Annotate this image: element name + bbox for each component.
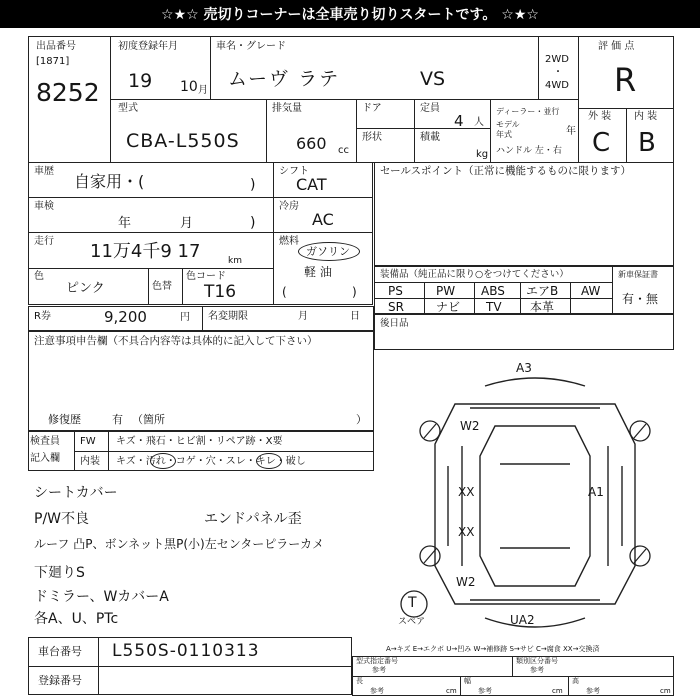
- after-label: 後日品: [380, 318, 409, 329]
- fuel-value-2: 軽 油: [304, 265, 332, 279]
- drive-dot: ・: [553, 67, 563, 78]
- shape-label: 形状: [362, 132, 382, 143]
- diagram-a1: A1: [588, 485, 604, 499]
- fuel-value: ガソリン: [306, 245, 350, 258]
- equip-navi: ナビ: [436, 300, 461, 314]
- fuel-paren-close: ): [352, 285, 357, 299]
- first-reg-month: 10: [180, 79, 198, 95]
- mileage-label: 走行: [34, 236, 54, 247]
- interior-label: 内装: [80, 456, 100, 467]
- equip-tv: TV: [486, 300, 502, 314]
- damage-legend: A→キズ E→エクボ U→凹み W→補修跡 S→サビ C→腐食 XX→交換済: [386, 645, 600, 653]
- height-ref: 参考: [586, 687, 600, 695]
- spare-mark: T: [408, 595, 417, 611]
- history-close: ): [250, 177, 256, 193]
- length-label: 長: [356, 677, 363, 685]
- history-label: 車歴: [34, 166, 54, 177]
- history-value: 自家用・(: [74, 172, 145, 191]
- load-label: 積載: [420, 132, 440, 143]
- width-ref: 参考: [478, 687, 492, 695]
- kg-unit: kg: [476, 149, 489, 160]
- equip-pw: PW: [436, 284, 456, 298]
- int-label: 内 装: [634, 111, 658, 122]
- repair-value: 有: [112, 413, 123, 426]
- inspection-year: 年: [118, 216, 132, 231]
- mileage: 11万4千9 17: [90, 241, 201, 262]
- equip-airbag: エアB: [526, 284, 559, 298]
- color-change-label: 色替: [152, 281, 172, 292]
- banner: ☆★☆ 売切りコーナーは全車売り切りスタートです。 ☆★☆: [0, 0, 700, 28]
- ac-label: 冷房: [279, 201, 299, 212]
- equip-sr: SR: [388, 300, 404, 314]
- km-unit: km: [228, 256, 242, 266]
- stain-circle: [150, 453, 176, 469]
- equip-label: 装備品（純正品に限り○をつけてください）: [380, 269, 569, 280]
- width-label: 幅: [464, 677, 471, 685]
- height-label: 高: [572, 677, 579, 685]
- height-cm: cm: [660, 687, 671, 695]
- shift-value: CAT: [296, 175, 327, 194]
- car-diagram: [400, 356, 670, 636]
- name-change-month: 月: [298, 311, 308, 322]
- chassis-label: 車台番号: [38, 645, 82, 658]
- capacity-label: 定員: [420, 103, 440, 114]
- model-designation-label: 型式指定番号: [356, 657, 398, 665]
- equip-abs: ABS: [481, 284, 505, 298]
- repair-place: （箇所: [132, 413, 165, 426]
- diagram-a3: A3: [516, 361, 532, 375]
- equip-leather: 本革: [530, 300, 555, 314]
- fuel-label: 燃料: [279, 236, 299, 247]
- category-label: 類別区分番号: [516, 657, 558, 665]
- inspection-month: 月: [180, 216, 194, 231]
- handle-label: ハンドル 左・右: [496, 146, 562, 156]
- month-unit: 月: [198, 85, 208, 96]
- model-designation-ref: 参考: [372, 666, 386, 674]
- chassis-number: L550S-0110313: [112, 641, 260, 661]
- displacement: 660: [296, 134, 327, 153]
- recycle-label: R券: [34, 311, 51, 322]
- note-line-6: ドミラー、WカバーA: [34, 589, 169, 605]
- lot-label: 出品番号: [36, 41, 76, 52]
- model: CBA-L550S: [126, 130, 240, 152]
- model-label: 型式: [118, 103, 138, 114]
- color-code-label: 色コード: [186, 271, 226, 282]
- diagram-w2-top: W2: [460, 419, 480, 433]
- note-line-4: ルーフ 凸P、ボンネット黒P(小)左センターピラーカメ: [34, 537, 324, 551]
- repair-close: ）: [356, 413, 367, 426]
- repair-label: 修復歴: [48, 413, 81, 426]
- scuff-circle: [256, 453, 282, 469]
- note-line-1: シートカバー: [34, 485, 118, 501]
- ext-score: C: [592, 128, 611, 158]
- ac-value: AC: [312, 210, 334, 229]
- person-unit: 人: [474, 117, 484, 128]
- sales-point-box: [374, 162, 674, 266]
- ext-label: 外 装: [588, 111, 612, 122]
- note-line-2: P/W不良: [34, 511, 90, 527]
- displacement-label: 排気量: [272, 103, 302, 114]
- equip-aw: AW: [581, 284, 601, 298]
- fuel-paren-open: (: [282, 285, 287, 299]
- cc-unit: cc: [338, 145, 349, 156]
- lot-sub: [1871]: [36, 56, 70, 67]
- entry-label: 記入欄: [30, 453, 60, 464]
- equip-ps: PS: [388, 284, 403, 298]
- inspector-label: 検査員: [30, 436, 60, 447]
- name-grade-label: 車名・グレード: [216, 41, 286, 52]
- int-score: B: [638, 128, 656, 158]
- first-reg-year: 19: [128, 70, 153, 92]
- recycle-box: [28, 306, 374, 331]
- fw-items: キズ・飛石・ヒビ割・リペア跡・X要: [116, 436, 283, 447]
- notes-label: 注意事項申告欄（不具合内容等は具体的に記入して下さい）: [34, 335, 318, 347]
- yen-unit: 円: [180, 312, 190, 323]
- drive-2wd: 2WD: [545, 54, 569, 65]
- width-cm: cm: [552, 687, 563, 695]
- inspection-label: 車検: [34, 201, 54, 212]
- door-label: ドア: [362, 103, 382, 114]
- note-line-7: 各A、U、PTc: [34, 611, 119, 627]
- sales-point-label: セールスポイント（正常に機能するものに限ります）: [380, 165, 632, 177]
- reg-no-label: 登録番号: [38, 674, 82, 687]
- fw-label: FW: [80, 436, 96, 447]
- score-label: 評 価 点: [598, 41, 635, 52]
- note-line-5: 下廻りS: [34, 565, 85, 581]
- color-code: T16: [204, 282, 237, 302]
- score: R: [614, 61, 637, 99]
- capacity: 4: [454, 112, 464, 130]
- dealer-label: ディーラー・並行: [496, 107, 560, 116]
- shift-label: シフト: [279, 166, 309, 177]
- length-cm: cm: [446, 687, 457, 695]
- model-year-label2: 年式: [496, 130, 512, 139]
- lot-number: 8252: [36, 78, 100, 107]
- diagram-w2-bottom: W2: [456, 575, 476, 589]
- color-label: 色: [34, 271, 44, 282]
- name-change-label: 名変期限: [208, 311, 248, 322]
- after-items-box: [374, 314, 674, 350]
- name-change-day: 日: [350, 311, 360, 322]
- warranty-label: 新車保証書: [618, 270, 658, 279]
- color-value: ピンク: [66, 281, 105, 296]
- grade: VS: [420, 68, 446, 90]
- drive-4wd: 4WD: [545, 80, 569, 91]
- history-box: [28, 162, 274, 305]
- model-year-label: モデル: [496, 120, 520, 129]
- diagram-ua2: UA2: [510, 613, 535, 627]
- diagram-xx-2: XX: [458, 525, 475, 539]
- warranty-value: 有・無: [622, 292, 659, 306]
- recycle-value: 9,200: [104, 308, 147, 326]
- first-reg-label: 初度登録年月: [118, 41, 178, 52]
- note-line-3: エンドパネル歪: [204, 511, 302, 527]
- length-ref: 参考: [370, 687, 384, 695]
- diagram-xx-1: XX: [458, 485, 475, 499]
- interior-items: キズ・汚れ・コゲ・穴・スレ・キレ・破し: [116, 456, 306, 467]
- year-unit: 年: [566, 126, 576, 137]
- spare-label: スペア: [398, 617, 426, 627]
- car-name: ムーヴ ラテ: [228, 68, 341, 90]
- category-ref: 参考: [530, 666, 544, 674]
- inspection-close: ): [250, 215, 256, 231]
